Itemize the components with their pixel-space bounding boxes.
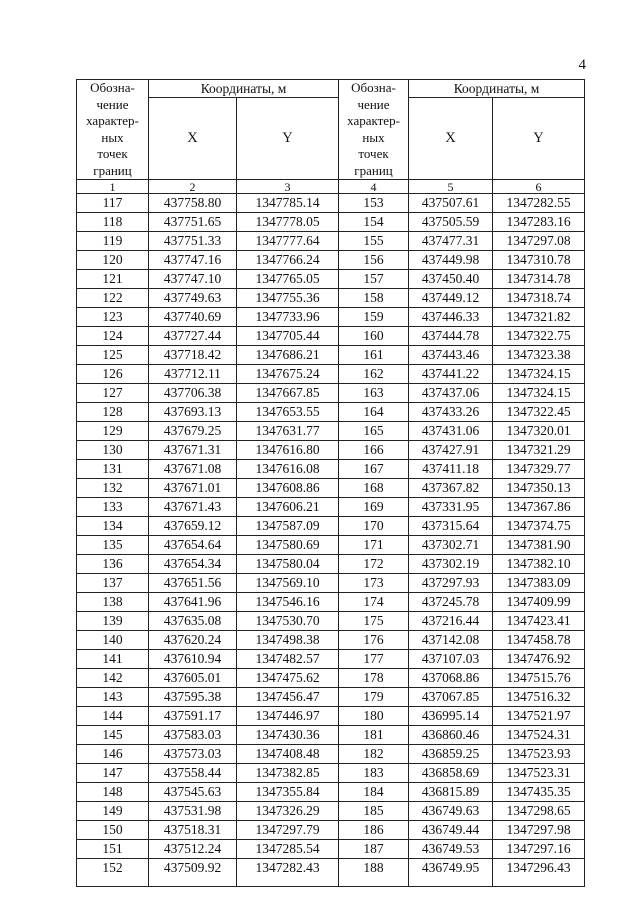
point-number-cell: 180 [339,707,409,726]
point-number-cell: 120 [77,251,149,270]
y-coordinate-cell: 1347766.24 [237,251,339,270]
point-designation-header: Обозна- чение характер- ных точек границ [77,80,149,180]
y-coordinate-cell: 1347298.65 [493,802,585,821]
y-coordinate-cell: 1347667.85 [237,384,339,403]
y-coordinate-cell: 1347322.75 [493,327,585,346]
point-designation-header: Обозна- чение характер- ных точек границ [339,80,409,180]
y-coordinate-cell: 1347296.43 [493,859,585,887]
y-coordinate-cell: 1347580.04 [237,555,339,574]
y-coordinate-cell: 1347283.16 [493,213,585,232]
x-coordinate-cell: 437443.46 [409,346,493,365]
y-coordinate-cell: 1347282.55 [493,194,585,213]
table-row [77,498,585,517]
x-coordinate-cell: 437444.78 [409,327,493,346]
y-coordinate-cell: 1347616.80 [237,441,339,460]
x-coordinate-cell: 437441.22 [409,365,493,384]
y-coordinate-cell: 1347616.08 [237,460,339,479]
x-coordinate-cell: 437477.31 [409,232,493,251]
table-row [77,631,585,650]
y-coordinate-cell: 1347314.78 [493,270,585,289]
y-coordinate-cell: 1347778.05 [237,213,339,232]
point-number-cell: 184 [339,783,409,802]
y-coordinate-cell: 1347297.79 [237,821,339,840]
point-number-cell: 160 [339,327,409,346]
x-coordinate-cell: 437431.06 [409,422,493,441]
y-coordinate-cell: 1347546.16 [237,593,339,612]
x-coordinate-cell: 437509.92 [149,859,237,887]
table-row [77,859,585,887]
point-number-cell: 143 [77,688,149,707]
point-number-cell: 168 [339,479,409,498]
point-number-cell: 119 [77,232,149,251]
y-coordinate-cell: 1347329.77 [493,460,585,479]
y-coordinate-cell: 1347606.21 [237,498,339,517]
y-coordinate-cell: 1347323.38 [493,346,585,365]
y-coordinate-cell: 1347381.90 [493,536,585,555]
point-number-cell: 144 [77,707,149,726]
x-axis-header: X [149,98,237,180]
x-coordinate-cell: 437671.31 [149,441,237,460]
table-row [77,707,585,726]
point-number-cell: 170 [339,517,409,536]
x-coordinate-cell: 437727.44 [149,327,237,346]
y-coordinate-cell: 1347321.82 [493,308,585,327]
point-number-cell: 182 [339,745,409,764]
table-row [77,593,585,612]
y-coordinate-cell: 1347297.98 [493,821,585,840]
y-coordinate-cell: 1347310.78 [493,251,585,270]
x-coordinate-cell: 437635.08 [149,612,237,631]
point-number-cell: 171 [339,536,409,555]
x-coordinate-cell: 437142.08 [409,631,493,650]
x-coordinate-cell: 437693.13 [149,403,237,422]
point-number-cell: 167 [339,460,409,479]
point-number-cell: 153 [339,194,409,213]
y-coordinate-cell: 1347498.38 [237,631,339,650]
x-coordinate-cell: 437531.98 [149,802,237,821]
x-coordinate-cell: 437437.06 [409,384,493,403]
y-coordinate-cell: 1347608.86 [237,479,339,498]
y-coordinate-cell: 1347374.75 [493,517,585,536]
x-coordinate-cell: 437620.24 [149,631,237,650]
y-coordinate-cell: 1347755.36 [237,289,339,308]
x-coordinate-cell: 437068.86 [409,669,493,688]
column-number: 2 [149,180,237,194]
point-number-cell: 177 [339,650,409,669]
y-coordinate-cell: 1347350.13 [493,479,585,498]
point-number-cell: 155 [339,232,409,251]
table-row [77,365,585,384]
x-coordinate-cell: 436749.53 [409,840,493,859]
table-row [77,232,585,251]
point-number-cell: 126 [77,365,149,384]
point-number-cell: 122 [77,289,149,308]
x-coordinate-cell: 437591.17 [149,707,237,726]
point-number-cell: 139 [77,612,149,631]
table-row [77,270,585,289]
x-coordinate-cell: 437446.33 [409,308,493,327]
y-coordinate-cell: 1347322.45 [493,403,585,422]
x-coordinate-cell: 437740.69 [149,308,237,327]
point-number-cell: 136 [77,555,149,574]
x-coordinate-cell: 437433.26 [409,403,493,422]
x-coordinate-cell: 436995.14 [409,707,493,726]
point-number-cell: 135 [77,536,149,555]
x-coordinate-cell: 437573.03 [149,745,237,764]
x-axis-header: X [409,98,493,180]
y-coordinate-cell: 1347321.29 [493,441,585,460]
y-coordinate-cell: 1347408.48 [237,745,339,764]
table-row [77,460,585,479]
x-coordinate-cell: 436859.25 [409,745,493,764]
point-number-cell: 151 [77,840,149,859]
x-coordinate-cell: 437671.43 [149,498,237,517]
point-number-cell: 174 [339,593,409,612]
x-coordinate-cell: 437751.33 [149,232,237,251]
y-coordinate-cell: 1347631.77 [237,422,339,441]
x-coordinate-cell: 437315.64 [409,517,493,536]
y-coordinate-cell: 1347765.05 [237,270,339,289]
coordinates-table-body [77,194,585,887]
table-row [77,194,585,213]
point-number-cell: 185 [339,802,409,821]
x-coordinate-cell: 437558.44 [149,764,237,783]
point-number-cell: 123 [77,308,149,327]
table-row [77,346,585,365]
y-coordinate-cell: 1347523.93 [493,745,585,764]
point-number-cell: 127 [77,384,149,403]
point-number-cell: 178 [339,669,409,688]
point-number-cell: 156 [339,251,409,270]
point-number-cell: 121 [77,270,149,289]
x-coordinate-cell: 437545.63 [149,783,237,802]
x-coordinate-cell: 437610.94 [149,650,237,669]
point-number-cell: 173 [339,574,409,593]
point-number-cell: 138 [77,593,149,612]
point-number-cell: 181 [339,726,409,745]
point-number-cell: 172 [339,555,409,574]
point-number-cell: 134 [77,517,149,536]
point-number-cell: 129 [77,422,149,441]
x-coordinate-cell: 437751.65 [149,213,237,232]
x-coordinate-cell: 437450.40 [409,270,493,289]
y-coordinate-cell: 1347297.16 [493,840,585,859]
x-coordinate-cell: 436749.95 [409,859,493,887]
point-number-cell: 159 [339,308,409,327]
y-coordinate-cell: 1347675.24 [237,365,339,384]
table-row [77,726,585,745]
y-coordinate-cell: 1347458.78 [493,631,585,650]
y-coordinate-cell: 1347320.01 [493,422,585,441]
point-number-cell: 132 [77,479,149,498]
column-number: 3 [237,180,339,194]
point-number-cell: 154 [339,213,409,232]
x-coordinate-cell: 437712.11 [149,365,237,384]
table-row [77,441,585,460]
point-number-cell: 147 [77,764,149,783]
y-coordinate-cell: 1347777.64 [237,232,339,251]
point-number-cell: 124 [77,327,149,346]
coordinates-header: Координаты, м [409,80,585,98]
y-coordinate-cell: 1347475.62 [237,669,339,688]
y-coordinate-cell: 1347409.99 [493,593,585,612]
point-number-cell: 125 [77,346,149,365]
y-coordinate-cell: 1347446.97 [237,707,339,726]
column-number: 5 [409,180,493,194]
x-coordinate-cell: 436815.89 [409,783,493,802]
table-row [77,213,585,232]
table-row [77,783,585,802]
y-coordinate-cell: 1347318.74 [493,289,585,308]
y-coordinate-cell: 1347435.35 [493,783,585,802]
table-row [77,840,585,859]
x-coordinate-cell: 437583.03 [149,726,237,745]
x-coordinate-cell: 437747.16 [149,251,237,270]
x-coordinate-cell: 437758.80 [149,194,237,213]
y-coordinate-cell: 1347686.21 [237,346,339,365]
y-coordinate-cell: 1347383.09 [493,574,585,593]
x-coordinate-cell: 437518.31 [149,821,237,840]
table-row [77,745,585,764]
x-coordinate-cell: 437427.91 [409,441,493,460]
y-coordinate-cell: 1347515.76 [493,669,585,688]
point-number-cell: 128 [77,403,149,422]
y-coordinate-cell: 1347521.97 [493,707,585,726]
x-coordinate-cell: 437718.42 [149,346,237,365]
y-coordinate-cell: 1347456.47 [237,688,339,707]
x-coordinate-cell: 437651.56 [149,574,237,593]
y-coordinate-cell: 1347282.43 [237,859,339,887]
x-coordinate-cell: 437595.38 [149,688,237,707]
point-number-cell: 140 [77,631,149,650]
table-row [77,289,585,308]
x-coordinate-cell: 437671.08 [149,460,237,479]
y-coordinate-cell: 1347423.41 [493,612,585,631]
table-row [77,555,585,574]
point-number-cell: 141 [77,650,149,669]
y-axis-header: Y [237,98,339,180]
y-coordinate-cell: 1347482.57 [237,650,339,669]
x-coordinate-cell: 437067.85 [409,688,493,707]
y-coordinate-cell: 1347355.84 [237,783,339,802]
x-coordinate-cell: 437245.78 [409,593,493,612]
y-coordinate-cell: 1347285.54 [237,840,339,859]
point-number-cell: 176 [339,631,409,650]
table-row [77,802,585,821]
point-number-cell: 150 [77,821,149,840]
y-axis-header: Y [493,98,585,180]
y-coordinate-cell: 1347580.69 [237,536,339,555]
point-number-cell: 162 [339,365,409,384]
x-coordinate-cell: 437747.10 [149,270,237,289]
point-number-cell: 186 [339,821,409,840]
x-coordinate-cell: 437411.18 [409,460,493,479]
table-row [77,479,585,498]
y-coordinate-cell: 1347733.96 [237,308,339,327]
coordinates-header: Координаты, м [149,80,339,98]
table-row [77,764,585,783]
point-number-cell: 187 [339,840,409,859]
y-coordinate-cell: 1347524.31 [493,726,585,745]
table-row [77,403,585,422]
point-number-cell: 179 [339,688,409,707]
point-number-cell: 164 [339,403,409,422]
coordinates-table [76,79,585,887]
point-number-cell: 133 [77,498,149,517]
y-coordinate-cell: 1347382.85 [237,764,339,783]
x-coordinate-cell: 437679.25 [149,422,237,441]
point-number-cell: 165 [339,422,409,441]
point-number-cell: 152 [77,859,149,887]
point-number-cell: 137 [77,574,149,593]
point-number-cell: 161 [339,346,409,365]
x-coordinate-cell: 437449.98 [409,251,493,270]
point-number-cell: 175 [339,612,409,631]
table-row [77,669,585,688]
x-coordinate-cell: 437512.24 [149,840,237,859]
x-coordinate-cell: 437641.96 [149,593,237,612]
table-row [77,688,585,707]
x-coordinate-cell: 437331.95 [409,498,493,517]
table-row [77,612,585,631]
column-number: 4 [339,180,409,194]
table-row [77,422,585,441]
x-coordinate-cell: 437605.01 [149,669,237,688]
x-coordinate-cell: 437302.71 [409,536,493,555]
point-number-cell: 131 [77,460,149,479]
y-coordinate-cell: 1347430.36 [237,726,339,745]
table-row [77,384,585,403]
point-number-cell: 130 [77,441,149,460]
page-number: 4 [578,57,586,73]
x-coordinate-cell: 436860.46 [409,726,493,745]
table-row [77,650,585,669]
x-coordinate-cell: 437216.44 [409,612,493,631]
table-row [77,517,585,536]
table-row [77,536,585,555]
y-coordinate-cell: 1347382.10 [493,555,585,574]
table-row [77,251,585,270]
y-coordinate-cell: 1347653.55 [237,403,339,422]
x-coordinate-cell: 437671.01 [149,479,237,498]
y-coordinate-cell: 1347587.09 [237,517,339,536]
x-coordinate-cell: 436749.63 [409,802,493,821]
point-number-cell: 118 [77,213,149,232]
point-number-cell: 142 [77,669,149,688]
column-number: 1 [77,180,149,194]
y-coordinate-cell: 1347326.29 [237,802,339,821]
x-coordinate-cell: 437302.19 [409,555,493,574]
point-number-cell: 149 [77,802,149,821]
x-coordinate-cell: 437507.61 [409,194,493,213]
point-number-cell: 166 [339,441,409,460]
point-number-cell: 163 [339,384,409,403]
y-coordinate-cell: 1347569.10 [237,574,339,593]
x-coordinate-cell: 437367.82 [409,479,493,498]
x-coordinate-cell: 437654.64 [149,536,237,555]
table-row [77,327,585,346]
table-row [77,821,585,840]
point-number-cell: 183 [339,764,409,783]
x-coordinate-cell: 437749.63 [149,289,237,308]
y-coordinate-cell: 1347367.86 [493,498,585,517]
column-number: 6 [493,180,585,194]
point-number-cell: 146 [77,745,149,764]
y-coordinate-cell: 1347523.31 [493,764,585,783]
x-coordinate-cell: 437505.59 [409,213,493,232]
point-number-cell: 158 [339,289,409,308]
y-coordinate-cell: 1347476.92 [493,650,585,669]
point-number-cell: 117 [77,194,149,213]
y-coordinate-cell: 1347324.15 [493,384,585,403]
point-number-cell: 145 [77,726,149,745]
x-coordinate-cell: 437107.03 [409,650,493,669]
x-coordinate-cell: 437297.93 [409,574,493,593]
point-number-cell: 148 [77,783,149,802]
y-coordinate-cell: 1347324.15 [493,365,585,384]
x-coordinate-cell: 437654.34 [149,555,237,574]
y-coordinate-cell: 1347785.14 [237,194,339,213]
y-coordinate-cell: 1347705.44 [237,327,339,346]
y-coordinate-cell: 1347297.08 [493,232,585,251]
x-coordinate-cell: 437449.12 [409,289,493,308]
point-number-cell: 169 [339,498,409,517]
point-number-cell: 157 [339,270,409,289]
y-coordinate-cell: 1347530.70 [237,612,339,631]
x-coordinate-cell: 436858.69 [409,764,493,783]
point-number-cell: 188 [339,859,409,887]
x-coordinate-cell: 436749.44 [409,821,493,840]
x-coordinate-cell: 437706.38 [149,384,237,403]
table-row [77,308,585,327]
y-coordinate-cell: 1347516.32 [493,688,585,707]
table-row [77,574,585,593]
x-coordinate-cell: 437659.12 [149,517,237,536]
